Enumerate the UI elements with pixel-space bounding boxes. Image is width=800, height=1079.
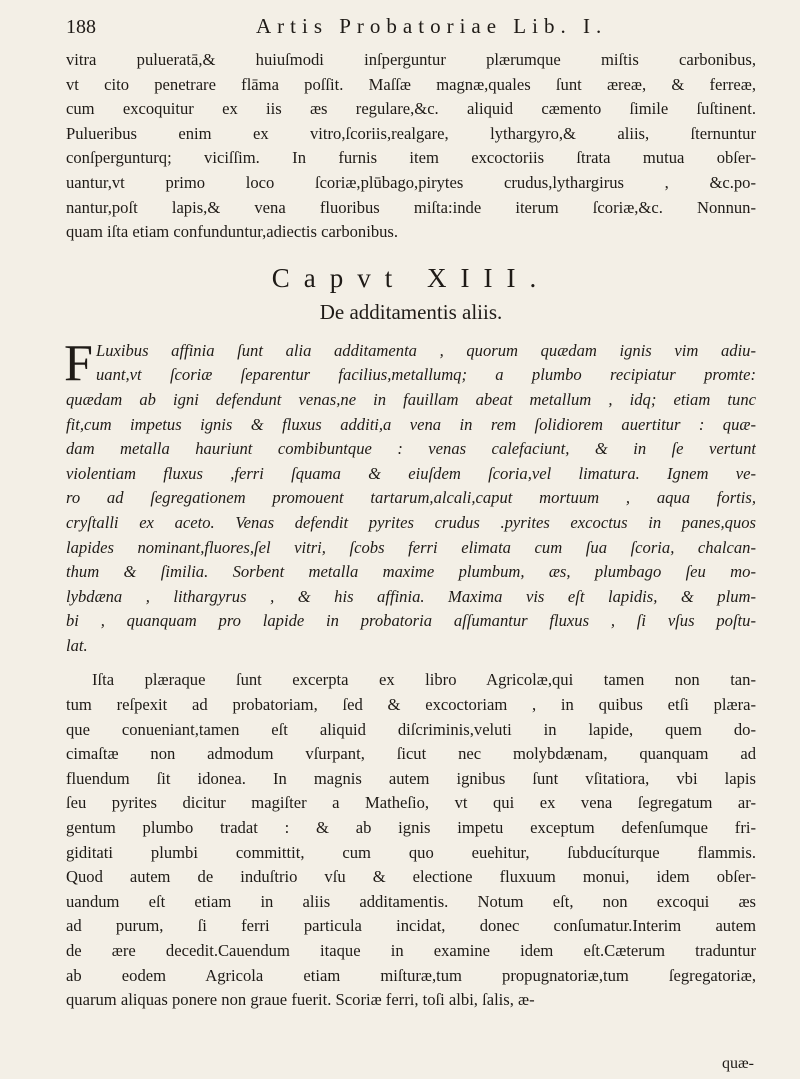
text-line: uantur,vt primo loco ſcoriæ,plūbago,pirytes crudus,lythargirus , &c.po- (66, 172, 756, 192)
text-line: dam metalla hauriunt combibuntque : venas calefaciunt, & in ſe vertunt (66, 439, 756, 459)
text-line: fit,cum impetus ignis & fluxus additi,a vena in rem ſolidiorem auertitur : quæ- (66, 414, 756, 434)
text-line: Quod autem de induſtrio vſu & electione fluxuum monui, idem obſer- (66, 867, 756, 887)
intro-paragraph (64, 334, 756, 659)
text-line: de ære decedit.Cauendum itaque in examine idem eſt.Cæterum traduntur (66, 941, 756, 960)
text-line: quædam ab igni defendunt venas,ne in fauillam abeat metallum , idq; etiam tunc (66, 389, 756, 409)
text-line: Pulueribus enim ex vitro,ſcoriis,realgare, lythargyro,& aliis, ſternuntur (66, 123, 756, 143)
page-number: 188 (66, 16, 96, 38)
text-line: tum reſpexit ad probatoriam, ſed & excoctoriam , in quibus etſi plæra- (66, 695, 756, 715)
text-line: lat. (66, 635, 88, 655)
text-line: ad purum, ſi ferri particula incidat, donec conſumatur.Interim autem (66, 916, 756, 936)
text-line: quarum aliquas ponere non graue fuerit. Scoriæ ferri, toſi albi, ſalis, æ- (66, 990, 535, 1010)
text-line: que conueniant,tamen eſt aliquid diſcriminis,veluti in lapide, quem do- (66, 719, 756, 739)
text-line: cryſtalli ex aceto. Venas defendit pyrites crudus .pyrites excoctus in panes,quos (66, 512, 756, 532)
text-line: uant,vt ſcoriæ ſeparentur facilius,metallumq; a plumbo recipiatur promte: (96, 365, 756, 385)
drop-cap: F (64, 334, 93, 392)
text-line: gentum plumbo tradat : & ab ignis impetu exceptum defenſumque fri- (66, 818, 756, 838)
text-line: vt cito penetrare flāma poſſit. Maſſæ magnæ,quales ſunt æreæ, & ferreæ, (66, 74, 756, 94)
text-line: vitra pulueratā,& huiuſmodi inſperguntur plærumque miſtis carbonibus, (66, 50, 756, 69)
paragraph-fluxes-end (66, 48, 756, 245)
text-line: lapides nominant,fluores,ſel vitri, ſcobs ferri elimata cum ſua ſcoria, chalcan- (66, 537, 756, 557)
catchword: quæ- (722, 1055, 754, 1072)
text-line: violentiam fluxus ,ferri ſquama & eiuſdem ſcoria,vel limatura. Ignem ve- (66, 463, 756, 483)
text-line: ſeu pyrites dicitur magiſter a Mathеſio, vt qui ex vena ſegregatum ar- (66, 793, 756, 813)
text-line: nantur,poſt lapis,& vena fluoribus miſta:inde iterum ſcoriæ,&c. Nonnun- (66, 197, 756, 217)
text-line: bi , quanquam pro lapide in probatoria aſſumantur fluxus , ſi vſus poſtu- (66, 611, 756, 631)
chapter-subheading: De additamentis aliis. (319, 299, 503, 324)
chapter-heading: Capvt XIII. (271, 262, 551, 293)
text-line: ab eodem Agricola etiam miſturæ,tum propugnatoriæ,tum ſegregatoriæ, (66, 965, 756, 985)
paragraph-agricola (66, 668, 756, 1012)
text-line: Luxibus affinia ſunt alia additamenta , quorum quædam ignis vim adiu- (96, 340, 756, 360)
text-line: ro ad ſegregationem promouent tartarum,alcali,caput mortuum , aqua fortis, (66, 488, 756, 508)
text-line: fluendum ſit idonea. In magnis autem ignibus ſunt vſitatiora, vbi lapis (66, 768, 756, 788)
text-line: thum & ſimilia. Sorbent metalla maxime plumbum, æs, plumbago ſeu mo- (66, 562, 756, 582)
text-line: uandum eſt etiam in aliis additamentis. Notum eſt, non excoqui æs (66, 891, 756, 911)
text-line: cimaſtæ non admodum vſurpant, ſicut nec molybdænam, quanquam ad (66, 744, 756, 764)
text-line: quam iſta etiam confunduntur,adiectis carbonibus. (66, 222, 399, 242)
text-line: Iſta plæraque ſunt excerpta ex libro Agricolæ,qui tamen non tan- (92, 670, 756, 690)
chapter-intro (64, 334, 756, 659)
text-line: lybdæna , lithargyrus , & his affinia. Maxima vis eſt lapidis, & plum- (66, 586, 756, 606)
text-line: giditati plumbi committit, cum quo euehitur, ſubducíturque flammis. (66, 842, 756, 862)
text-line: cum excoquitur ex iis æs regulare,&c. aliquid cæmento ſimile ſuſtinent. (66, 99, 756, 119)
text-line: conſpergunturq; viciſſim. In furnis item excoctoriis ſtrata mutua obſer- (66, 148, 756, 168)
running-head (66, 14, 756, 48)
running-title: Artis Probatoriae Lib. I. (256, 14, 608, 38)
